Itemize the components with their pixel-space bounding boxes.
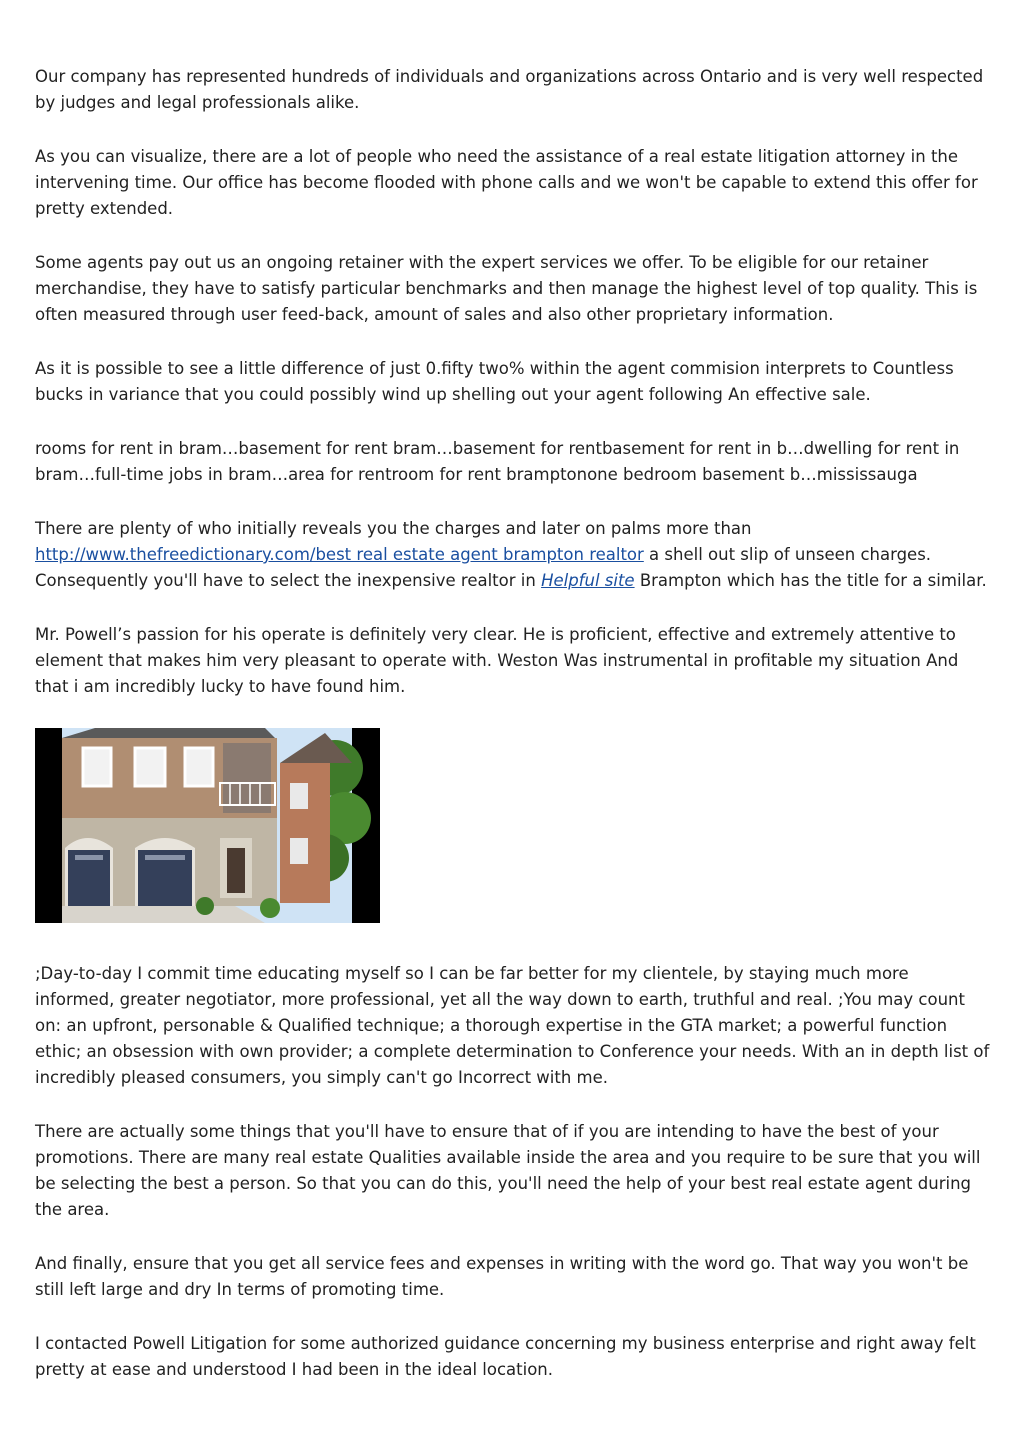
paragraph-7: Mr. Powell’s passion for his operate is definitely very clear. He is proficient, effective and extremely attentive to element that makes him very pleasant to operate with. Weston Was instrumental in profitable my situation And that i am incredibly lucky to have found him. xyxy=(35,625,959,696)
paragraph-2: As you can visualize, there are a lot of people who need the assistance of a real estate litigation attorney in the intervening time. Our office has become flooded with phone calls and we won't be capable to extend this offer for pretty extended. xyxy=(35,147,978,218)
freedictionary-link[interactable]: http://www.thefreedictionary.com/best real estate agent brampton realtor xyxy=(35,545,644,564)
paragraph-9: There are actually some things that you'll have to ensure that of if you are intending to have the best of your promotions. There are many real estate Qualities available inside the area and you require to be sure that you will be selecting the best a person. So that you can do this, you'll need the help of your best real estate agent during the area. xyxy=(35,1122,981,1219)
house-photo xyxy=(35,728,380,923)
helpful-site-link[interactable]: Helpful site xyxy=(541,571,635,590)
paragraph-1: Our company has represented hundreds of individuals and organizations across Ontario and is very well respected by judges and legal professionals alike. xyxy=(35,67,984,112)
paragraph-5: rooms for rent in bram…basement for rent bram…basement for rentbasement for rent in b…dwelling for rent in bram…full-time jobs in bram…area for rentroom for rent bramptonone bedroom basement b…mississauga xyxy=(35,439,960,484)
paragraph-4: As it is possible to see a little difference of just 0.fifty two% within the agent commision interprets to Countless bucks in variance that you could possibly wind up shelling out your agent following An effective sale. xyxy=(35,359,954,404)
paragraph-6-text-b: a shell out slip of unseen charges. Consequently you'll have to select the inexpensive realtor in xyxy=(35,545,932,590)
paragraph-8: ;Day-to-day I commit time educating myself so I can be far better for my clientele, by staying much more informed, greater negotiator, more professional, yet all the way down to earth, truthful and real. ;You may count on: an upfront, personable & Qualified technique; a thorough expertise in the GTA market; a powerful function ethic; an obsession with own provider; a complete determination to Conference your needs. With an in depth list of incredibly pleased consumers, you simply can't go Incorrect with me. xyxy=(35,964,990,1087)
paragraph-10: And finally, ensure that you get all service fees and expenses in writing with the word go. That way you won't be still left large and dry In terms of promoting time. xyxy=(35,1254,969,1299)
house-photo-icon xyxy=(35,728,380,923)
paragraph-6 xyxy=(35,516,993,594)
paragraph-3: Some agents pay out us an ongoing retainer with the expert services we offer. To be eligible for our retainer merchandise, they have to satisfy particular benchmarks and then manage the highest level of top quality. This is often measured through user feed-back, amount of sales and also other proprietary information. xyxy=(35,253,978,324)
paragraph-6-text-c: Brampton which has the title for a similar. xyxy=(634,571,987,590)
paragraph-11: I contacted Powell Litigation for some authorized guidance concerning my business enterprise and right away felt pretty at ease and understood I had been in the ideal location. xyxy=(35,1334,976,1379)
article-body xyxy=(35,64,993,1411)
paragraph-6-text-a: There are plenty of who initially reveals you the charges and later on palms more than xyxy=(35,519,752,538)
